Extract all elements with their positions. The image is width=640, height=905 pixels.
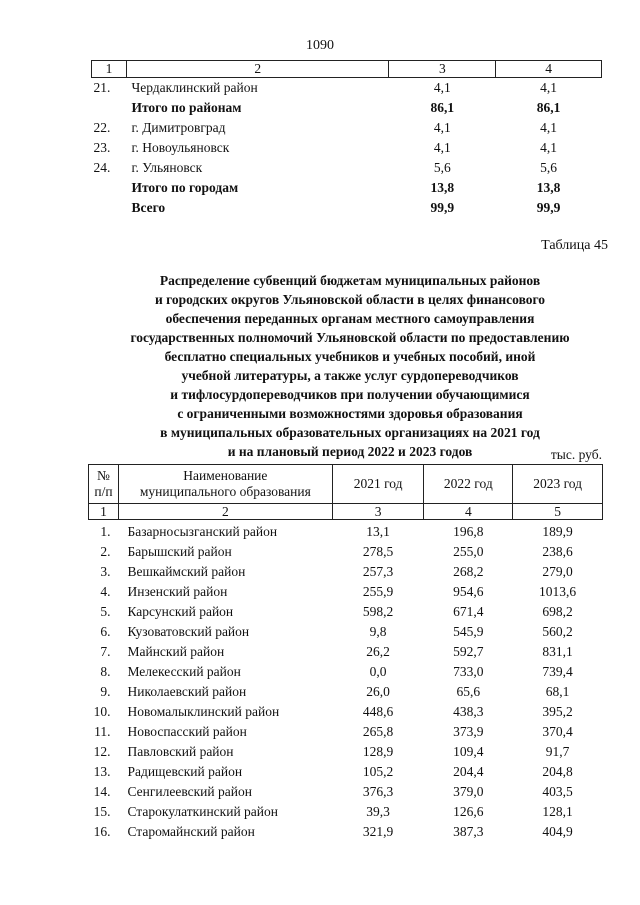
continuation-table bbox=[91, 60, 602, 218]
column-index: 2 bbox=[118, 504, 332, 520]
table-row bbox=[89, 742, 603, 762]
row-number: 7. bbox=[100, 644, 111, 659]
row-value-1: 4,1 bbox=[433, 120, 451, 135]
value-2023: 370,4 bbox=[542, 724, 573, 739]
row-number: 11. bbox=[94, 724, 111, 739]
value-2021: 105,2 bbox=[362, 764, 394, 779]
row-name: Барышский район bbox=[127, 544, 232, 559]
title-line: обеспечения переданных органам местного самоуправления bbox=[165, 311, 535, 326]
value-2021: 0,0 bbox=[369, 664, 387, 679]
row-number: 4. bbox=[100, 584, 111, 599]
row-value-1: 4,1 bbox=[433, 80, 451, 95]
table-row bbox=[92, 138, 602, 158]
row-number: 9. bbox=[100, 684, 111, 699]
value-2021: 257,3 bbox=[362, 564, 394, 579]
value-2021: 39,3 bbox=[366, 804, 390, 819]
value-2022: 109,4 bbox=[453, 744, 484, 759]
row-number: 14. bbox=[93, 784, 111, 799]
row-number: 6. bbox=[100, 624, 111, 639]
row-name: Всего bbox=[131, 200, 166, 215]
column-index: 1 bbox=[92, 61, 127, 78]
title-line: и тифлосурдопереводчиков при получении обучающимися bbox=[170, 387, 530, 402]
title-line: государственных полномочий Ульяновской области по предоставлению bbox=[130, 330, 570, 345]
row-number: 15. bbox=[93, 804, 111, 819]
value-2022: 387,3 bbox=[453, 824, 484, 839]
row-value-1: 13,8 bbox=[430, 180, 455, 195]
value-2023: 404,9 bbox=[542, 824, 573, 839]
row-name: Итого по районам bbox=[131, 100, 242, 115]
row-number: 21. bbox=[93, 80, 111, 95]
row-value-2: 99,9 bbox=[536, 200, 561, 215]
value-2021: 9,8 bbox=[369, 624, 387, 639]
row-number: 2. bbox=[100, 544, 111, 559]
value-2022: 65,6 bbox=[456, 684, 481, 699]
header-2022: 2022 год bbox=[424, 465, 513, 504]
row-name: Майнский район bbox=[127, 644, 225, 659]
table-row bbox=[89, 542, 603, 562]
row-name: Чердаклинский район bbox=[131, 80, 258, 95]
row-number bbox=[92, 178, 127, 198]
units-label: тыс. руб. bbox=[550, 447, 602, 462]
value-2021: 13,1 bbox=[366, 524, 390, 539]
row-number: 10. bbox=[93, 704, 111, 719]
row-name: Кузоватовский район bbox=[127, 624, 250, 639]
value-2022: 545,9 bbox=[453, 624, 484, 639]
header-name-line2: муниципального образования bbox=[139, 484, 311, 499]
value-2021: 448,6 bbox=[362, 704, 394, 719]
table-row bbox=[89, 622, 603, 642]
value-2022: 196,8 bbox=[453, 524, 484, 539]
row-name: Николаевский район bbox=[127, 684, 247, 699]
row-number: 3. bbox=[100, 564, 111, 579]
row-number: 8. bbox=[100, 664, 111, 679]
table-row bbox=[89, 762, 603, 782]
value-2023: 189,9 bbox=[542, 524, 573, 539]
subvention-table bbox=[88, 464, 603, 842]
value-2023: 68,1 bbox=[545, 684, 570, 699]
row-name: Базарносызганский район bbox=[127, 524, 278, 539]
table-label: Таблица 45 bbox=[541, 238, 608, 253]
header-2021: 2021 год bbox=[332, 465, 424, 504]
value-2023: 238,6 bbox=[542, 544, 573, 559]
row-name: Старокулаткинский район bbox=[127, 804, 278, 819]
value-2022: 954,6 bbox=[453, 584, 484, 599]
title-line: и городских округов Ульяновской области в целях финансового bbox=[154, 292, 546, 307]
row-value-1: 86,1 bbox=[430, 100, 455, 115]
row-name: Радищевский район bbox=[127, 764, 243, 779]
row-number: 23. bbox=[93, 140, 111, 155]
row-number: 24. bbox=[93, 160, 111, 175]
row-name: Новомалыклинский район bbox=[127, 704, 280, 719]
table-row bbox=[92, 118, 602, 138]
row-name: г. Димитровград bbox=[131, 120, 226, 135]
value-2021: 265,8 bbox=[362, 724, 394, 739]
row-value-1: 5,6 bbox=[433, 160, 451, 175]
value-2021: 376,3 bbox=[362, 784, 394, 799]
row-name: Павловский район bbox=[127, 744, 234, 759]
table-row bbox=[92, 198, 602, 218]
table-title bbox=[80, 271, 620, 461]
table-row bbox=[92, 98, 602, 118]
value-2023: 279,0 bbox=[542, 564, 573, 579]
header-name-line1: Наименование bbox=[183, 468, 268, 483]
value-2021: 278,5 bbox=[362, 544, 394, 559]
value-2021: 26,0 bbox=[366, 684, 390, 699]
value-2022: 204,4 bbox=[453, 764, 484, 779]
row-number: 22. bbox=[93, 120, 111, 135]
value-2023: 739,4 bbox=[542, 664, 573, 679]
table-row bbox=[89, 822, 603, 842]
row-value-1: 4,1 bbox=[433, 140, 451, 155]
value-2023: 91,7 bbox=[545, 744, 570, 759]
table-row bbox=[89, 682, 603, 702]
value-2022: 592,7 bbox=[453, 644, 484, 659]
title-line: бесплатно специальных учебников и учебных пособий, иной bbox=[164, 349, 536, 364]
page-number: 1090 bbox=[306, 38, 334, 53]
table-row bbox=[89, 702, 603, 722]
header-2023: 2023 год bbox=[513, 465, 603, 504]
value-2022: 733,0 bbox=[453, 664, 484, 679]
row-name: Вешкаймский район bbox=[127, 564, 246, 579]
table-row bbox=[89, 562, 603, 582]
value-2021: 255,9 bbox=[362, 584, 394, 599]
value-2022: 255,0 bbox=[453, 544, 484, 559]
row-name: Карсунский район bbox=[127, 604, 234, 619]
row-name: Мелекесский район bbox=[127, 664, 241, 679]
table-row bbox=[92, 158, 602, 178]
row-value-2: 4,1 bbox=[540, 80, 558, 95]
title-line: и на плановый период 2022 и 2023 годов bbox=[227, 444, 473, 459]
value-2023: 204,8 bbox=[542, 764, 573, 779]
value-2023: 128,1 bbox=[542, 804, 573, 819]
row-name: Новоспасский район bbox=[127, 724, 247, 739]
value-2021: 128,9 bbox=[362, 744, 394, 759]
row-name: г. Ульяновск bbox=[131, 160, 203, 175]
title-line: учебной литературы, а также услуг сурдопереводчиков bbox=[181, 368, 519, 383]
value-2021: 26,2 bbox=[366, 644, 390, 659]
header-name bbox=[118, 465, 332, 504]
column-index: 2 bbox=[126, 61, 389, 78]
row-number bbox=[92, 198, 127, 218]
header-num-line1: № bbox=[97, 468, 110, 483]
row-value-2: 4,1 bbox=[540, 120, 558, 135]
row-value-1: 99,9 bbox=[430, 200, 455, 215]
value-2023: 831,1 bbox=[542, 644, 573, 659]
value-2023: 403,5 bbox=[542, 784, 573, 799]
table-row bbox=[89, 662, 603, 682]
row-value-2: 86,1 bbox=[536, 100, 561, 115]
table-row bbox=[89, 802, 603, 822]
table-row bbox=[89, 582, 603, 602]
column-index: 3 bbox=[332, 504, 424, 520]
value-2023: 395,2 bbox=[542, 704, 573, 719]
row-value-2: 13,8 bbox=[536, 180, 561, 195]
table-row bbox=[92, 78, 602, 99]
table-row bbox=[89, 520, 603, 543]
value-2022: 126,6 bbox=[453, 804, 484, 819]
value-2021: 598,2 bbox=[362, 604, 394, 619]
column-index: 4 bbox=[424, 504, 513, 520]
row-number: 1. bbox=[100, 524, 111, 539]
header-num bbox=[89, 465, 119, 504]
table-row bbox=[89, 722, 603, 742]
column-index: 1 bbox=[89, 504, 119, 520]
title-line: в муниципальных образовательных организациях на 2021 год bbox=[160, 425, 540, 440]
header-num-line2: п/п bbox=[94, 484, 113, 499]
title-line: с ограниченными возможностями здоровья образования bbox=[177, 406, 523, 421]
row-number: 13. bbox=[93, 764, 111, 779]
row-name: Сенгилеевский район bbox=[127, 784, 252, 799]
value-2023: 1013,6 bbox=[539, 584, 577, 599]
column-index-row bbox=[92, 61, 602, 78]
value-2022: 373,9 bbox=[453, 724, 484, 739]
column-index: 5 bbox=[513, 504, 603, 520]
table-row bbox=[89, 642, 603, 662]
column-index: 4 bbox=[496, 61, 602, 78]
value-2022: 671,4 bbox=[453, 604, 484, 619]
row-number: 16. bbox=[93, 824, 111, 839]
row-name: Старомайнский район bbox=[127, 824, 255, 839]
value-2022: 379,0 bbox=[453, 784, 484, 799]
column-index: 3 bbox=[389, 61, 496, 78]
value-2023: 698,2 bbox=[542, 604, 573, 619]
table-header-row bbox=[89, 465, 603, 504]
row-number: 12. bbox=[93, 744, 111, 759]
table-row bbox=[89, 602, 603, 622]
row-number: 5. bbox=[100, 604, 111, 619]
table-row bbox=[89, 782, 603, 802]
row-name: Инзенский район bbox=[127, 584, 228, 599]
row-value-2: 4,1 bbox=[540, 140, 558, 155]
column-index-row bbox=[89, 504, 603, 520]
value-2022: 268,2 bbox=[453, 564, 484, 579]
row-value-2: 5,6 bbox=[540, 160, 558, 175]
value-2023: 560,2 bbox=[542, 624, 573, 639]
row-name: Итого по городам bbox=[131, 180, 239, 195]
row-number bbox=[92, 98, 127, 118]
title-line: Распределение субвенций бюджетам муниципальных районов bbox=[159, 273, 541, 288]
table-row bbox=[92, 178, 602, 198]
row-name: г. Новоульяновск bbox=[131, 140, 230, 155]
value-2022: 438,3 bbox=[453, 704, 484, 719]
value-2021: 321,9 bbox=[362, 824, 394, 839]
